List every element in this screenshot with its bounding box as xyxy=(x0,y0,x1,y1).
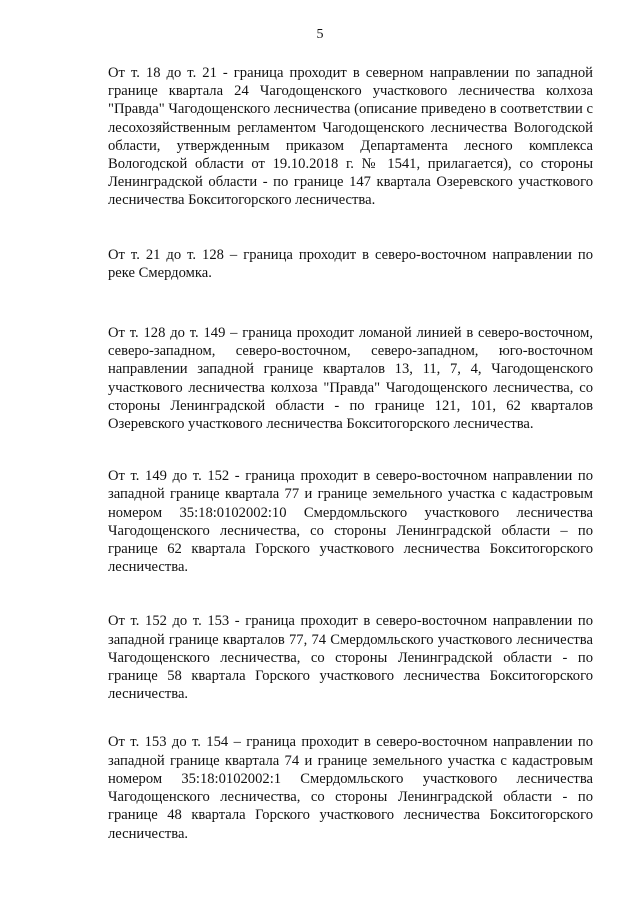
paragraph-segment-152-153: От т. 152 до т. 153 - граница проходит в северо-восточном направлении по западной границе кварталов 77, 74 Смердомльского участкового лесничества Чагодощенского лесничества, со стороны Ленинградской области - по границе 58 квартала Горского участкового лесничества Бокситогорского лесничества. xyxy=(108,613,593,703)
paragraph-segment-128-149: От т. 128 до т. 149 – граница проходит ломаной линией в северо-восточном, северо-западном, северо-восточном, северо-западном, юго-восточном направлении западной границе кварталов 13, 11, 7, 4, Чагодощенского участкового лесничества колхоза "Правда" Чагодощенского лесничества, со стороны Ленинградской области - по границе 121, 101, 62 кварталов Озеревского участкового лесничества Бокситогорского лесничества. xyxy=(108,325,593,433)
document-body xyxy=(108,64,593,843)
page-number: 5 xyxy=(316,27,324,42)
paragraph-segment-149-152: От т. 149 до т. 152 - граница проходит в северо-восточном направлении по западной границе квартала 77 и границе земельного участка с кадастровым номером 35:18:0102002:10 Смердомльского участкового лесничества Чагодощенского лесничества, со стороны Ленинградской области – по границе 62 квартала Горского участкового лесничества Бокситогорского лесничества. xyxy=(108,468,593,576)
paragraph-segment-153-154: От т. 153 до т. 154 – граница проходит в северо-восточном направлении по западной границе квартала 74 и границе земельного участка с кадастровым номером 35:18:0102002:1 Смердомльского участкового лесничества Чагодощенского лесничества, со стороны Ленинградской области - по границе 48 квартала Горского участкового лесничества Бокситогорского лесничества. xyxy=(108,734,593,842)
paragraph-segment-21-128: От т. 21 до т. 128 – граница проходит в северо-восточном направлении по реке Смердомка. xyxy=(108,246,593,281)
paragraph-segment-18-21: От т. 18 до т. 21 - граница проходит в северном направлении по западной границе квартала 24 Чагодощенского участкового лесничества колхоза "Правда" Чагодощенского лесничества (описание приведено в соответствии с лесохозяйственным регламентом Чагодощенского лесничества Вологодской области, утвержденным приказом Департамента лесного комплекса Вологодской области от 19.10.2018 г. № 1541, прилагается), со стороны Ленинградской области - по границе 147 квартала Озеревского участкового лесничества Бокситогорского лесничества. xyxy=(108,65,593,209)
